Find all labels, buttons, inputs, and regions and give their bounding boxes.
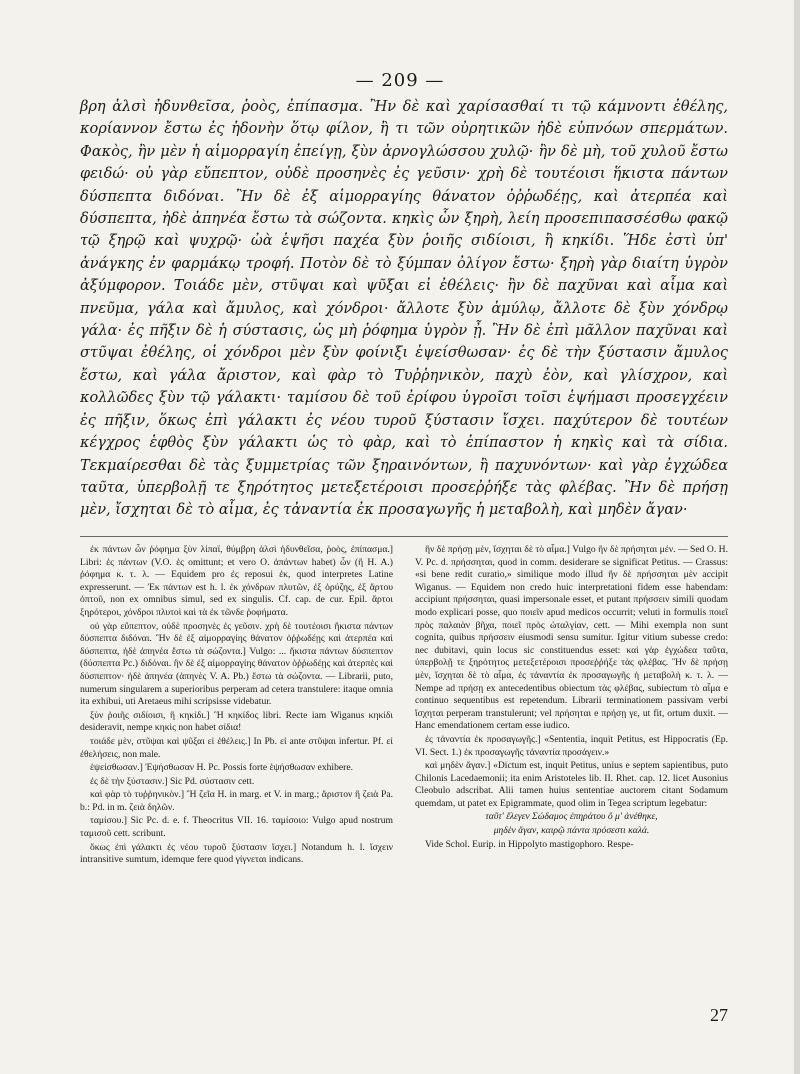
main-greek-text — [80, 96, 728, 522]
footnote: ἐκ πάντων ὧν ῥόφημα ξὺν λίπαϊ, θύμβρη ἁλσὶ ἡδυνθεῖσα, ῥοὸς, ἐπίπασμα.] Libri: ἐς πάντων (V.O. ἐς omittunt; et vero O. ἁπάντων habet) ὧν (ἢ H. A.) ῥόφημα κ. τ. λ. — Equidem pro ἐς reposui ἐκ, quod interpretes Latine expresserunt. — Ἐκ πάντων est h. l. ἐκ χόνδρων πλυτῶν, ἐξ ὀρύζης, ἐξ ἄρτου ὀπτοῦ, non ex omnibus simul, sed ex singulis. Cf. cap. de cur. Epil. ἄρτοι ξηρότεροι, χόνδροι πλυτοὶ καὶ τὰ ἐκ τῶνδε ῥοφήματα. — [80, 544, 393, 618]
footnote: καὶ μηδὲν ἄγαν.] «Dictum est, inquit Petitus, unius e septem sapientibus, puto Chilonis Lacedaemonii; ita enim Aristoteles lib. II. Rhet. cap. 12. licet Ausonius Cleobulo adscribat. Alii tamen huius sententiae auctorem citant Sodamum quemdam, ut patet ex Epigrammate, quod olim in Tegea scriptum legebatur: — [415, 760, 728, 809]
footnote: καὶ φὰρ τὸ τυῤῥηνικὸν.] Ἢ ζεῖα H. in marg. et V. in marg.; ἄριστον ἢ ζειὰ Pa. b.: Pd. in m. ζειὰ δηλῶν. — [80, 789, 393, 813]
epigram-line: μηδὲν ἄγαν, καιρῷ πάντα πρόσεστι καλά. — [493, 825, 650, 837]
footnote: τοιάδε μὲν, στῦψαι καὶ ψῦξαι εἰ ἐθέλεις.] In Pb. εἰ ante στῦψαι infertur. Pf. εἰ ἐθελήσεις, non male. — [80, 735, 393, 760]
page-number: — 209 — — [355, 70, 445, 91]
footnotes-right-column — [415, 544, 728, 868]
footnote: ὅκως ἐπὶ γάλακτι ἐς νέου τυροῦ ξύστασιν ἴσχει.] Notandum h. l. ἴσχειν intransitive sumtum, idemque fere quod γίγνεται indicans. — [80, 841, 393, 866]
footnote: ξὺν ῥοιῆς σιδίοισι, ἢ κηκίδι.] Ἢ κηκίδος libri. Recte iam Wiganus κηκίδι desideravit, nempe κηκὶς non habet σίδια! — [80, 709, 393, 734]
footnotes-left-column — [80, 544, 393, 868]
signature-mark: 27 — [710, 1005, 728, 1025]
footnote: ταμίσου.] Sic Pc. d. e. f. Theocritus VII. 16. ταμίσοιο: Vulgo apud nostrum ταμισοῦ cett. scribunt. — [80, 815, 393, 840]
footnote: Vide Schol. Eurip. in Hippolyto mastigophoro. Respe- — [425, 838, 634, 850]
page-edge — [794, 0, 800, 1074]
footnote: ἐς δὲ τὴν ξύστασιν.] Sic Pd. σύστασιν cett. — [90, 775, 255, 787]
main-paragraph: βρη ἁλσὶ ἡδυνθεῖσα, ῥοὸς, ἐπίπασμα. Ἢν δὲ καὶ χαρίσασθαί τι τῷ κάμνοντι ἐθέλης, κορίαννον ἔστω ἐς ἡδονὴν ὅτῳ φίλον, ἢ τι τῶν οὐρητικῶν ἠδὲ εὐπνόων σπερμάτων. Φακὸς, ἢν μὲν ἡ αἱμορραγίη ἐπείγῃ, ξὺν ἀρνογλώσσου χυλῷ· ἢν δὲ μὴ, τοῦ χυλοῦ ἔστω φειδώ· οὐ γὰρ εὔπεπτον, οὐδὲ προσηνὲς ἐς γεῦσιν· χρὴ δὲ τουτέοισι ἥκιστα πάντων δύσπεπτα διδόναι. Ἢν δὲ ἐξ αἱμορραγίης θάνατον ὀῤῥωδέῃς, καὶ ἀτερπέα καὶ δύσπεπτα, ἠδὲ ἀπηνέα ἔστω τὰ σώζοντα. κηκὶς ὧν ξηρὴ, λείη προσεπιπασσέσθω φακῷ τῷ ξηρῷ καὶ ψυχρῷ· ὠὰ ἑψῆσι παχέα ξὺν ῥοιῆς σιδίοισι, ἢ κηκίδι. Ἥδε ἐστὶ ὑπ' ἀνάγκης ἐν φαρμάκῳ τροφή. Ποτὸν δὲ τὸ ξύμπαν ὀλίγον ἔστω· ξηρὴ γὰρ διαίτη ὑγρὸν ἀξύμφορον. Τοιάδε μὲν, στῦψαι καὶ ψῦξαι εἰ ἐθέλεις· ἢν δὲ παχῦναι καὶ αἷμα καὶ πνεῦμα, γάλα καὶ ἄμυλος, καὶ χόνδροι· ἄλλοτε ξὺν ἀμύλῳ, ἄλλοτε δὲ ξὺν χόνδρῳ γάλα· ἐς πῆξιν δὲ ἡ σύστασις, ὡς μὴ ῥόφημα ὑγρὸν ᾖ. Ἢν δὲ ἐπὶ μᾶλλον παχῦναι καὶ στῦψαι ἐθέλης, οἱ χόνδροι μὲν ξὺν φοίνιξι ἑψείσθωσαν· ἐς δὲ τὴν ξύστασιν ἄμυλος ἔστω, καὶ γάλα ἄριστον, καὶ φὰρ τὸ Τυῤῥηνικὸν, παχὺ ἐὸν, καὶ γλίσχρον, καὶ κολλῶδες ξὺν τῷ γάλακτι· ταμίσου δὲ τοῦ ἐρίφου ὑγροῖσι τοῖσι ἑψήμασι προσεγχέειν ἐς πῆξιν, ὅκως ἐπὶ γάλακτι ἐς νέου τυροῦ ξύστασιν ἴσχει. παχύτερον δὲ τουτέων κέγχρος ἑφθὸς ξὺν γάλακτι ὡς τὸ φὰρ, καὶ τὸ ἐπίπαστον ἡ κηκὶς καὶ τὰ σίδια. Τεκμαίρεσθαι δὲ τὰς ξυμμετρίας τῶν ξηραινόντων, ἢ παχυνόντων· καὶ γὰρ ἐγχώδεα ταῦτα, ὑπερβολῇ τε ξηρότητος μετεξετέροισι προσεῤῥήξε τὰς φλέβας. Ἢν δὲ πρήσῃ μὲν, ἴσχηται δὲ τὸ αἷμα, ἐς τἀναντία ἐκ προσαγωγῆς ἡ μεταβολὴ, καὶ μηδὲν ἄγαν· — [80, 99, 728, 519]
epigram-line: ταῦτ' ἔλεγεν Σώδαμος ἐπηράτου ὅ μ' ἀνέθηκε, — [485, 811, 658, 823]
footnotes — [80, 544, 728, 868]
footnote: ἢν δὲ πρήσῃ μὲν, ἴσχηται δὲ τὸ αἷμα.] Vulgo ἢν δὲ πρήσηται μέν. — Sed O. H. V. Pc. d. πρήσσηται, quod in comm. desiderare se significat Petitus. — Crassus: «si bene redit curatio,» similique modo illud ἢν δὲ πρήσσηται μὲν accipit Wiganus. — Equidem non credo huic interpretationi fidem esse habendam: accipiunt πρήσσηται, quasi impersonale esset, et putant πρήσσειν simili quodam modo explicari posse, quo ποιεῖν apud medicos occurrit; veluti in formulis ποιεῖ πρὸς παλαιὰν βῆχα, ποιεῖ πρὸς ὠταλγίαν, cett. — Mihi exempla non sunt cognita, quibus πρήσσειν eiusmodi sensu sumitur. Igitur vitium subesse credo: nec dubitavi, quin locus sic constituendus esset: καὶ γὰρ ἐγχώδεα ταῦτα, ὑπερβολῇ τε ξηρότητος μετεξετέροισι προσεῤῥήξε τὰς φλέβας. Ἢν δὲ πρήσῃ μὲν, ἴσχηται δὲ τὸ αἷμα, ἐς τἀναντία ἐκ προσαγωγῆς ἡ μεταβολὴ κ. τ. λ. — Nempe ad πρήσῃ ex antecedentibus obiectum τὰς φλέβας, subiectum τὸ αἷμα e continuo sequentibus est repetendum. Librarii terminationem passivam verbi ἴσχηται perperam transtulerunt; vel πρήσηται e πρήσῃ γε, ut fit, ortum duxit. — Hanc emendationem certam esse iudico. — [415, 544, 728, 732]
footnote: ἑψείσθωσαν.] Ἐψήσθωσαν H. Pc. Possis forte ἑψήσθωσαν exhibere. — [90, 762, 353, 774]
footnote-divider — [80, 536, 728, 537]
footnote: ἐς τἀναντία ἐκ προσαγωγῆς.] «Sententia, inquit Petitus, est Hippocratis (Ep. VI. Sect. 1.) ἐκ προσαγωγῆς τἀναντία προσάγειν.» — [415, 733, 728, 758]
footnote: οὐ γὰρ εὔπεπτον, οὐδὲ προσηνὲς ἐς γεῦσιν. χρὴ δὲ τουτέοισι ἥκιστα πάντων δύσπεπτα διδόναι. Ἢν δὲ ἐξ αἱμορραγίης θάνατον ὀῤῥωδέῃς καὶ ἀτερπέα καὶ δύσπεπτα, ἠδὲ ἀπηνέα ἔστω τὰ σώζοντα.] Vulgo: ... ἥκιστα πάντων δύσπεπτον (δύσπεπτα Pc.) διδόναι. ἢν δὲ ἐξ αἱμορραγίης θάνατον ὀῤῥωδέῃς καὶ ἀτερπὲς καὶ δύσπεπτον· ἠδὲ ἀπηνέα (ἀπηνὲς V. A. Pb.) ἔστω τὰ σώζοντα. — Librarii, puto, numerum singularem a superioribus perperam ad cetera transtulere: itaque omnia ita exhibui, uti Aretaeus mihi scripsisse videbatur. — [80, 620, 393, 708]
